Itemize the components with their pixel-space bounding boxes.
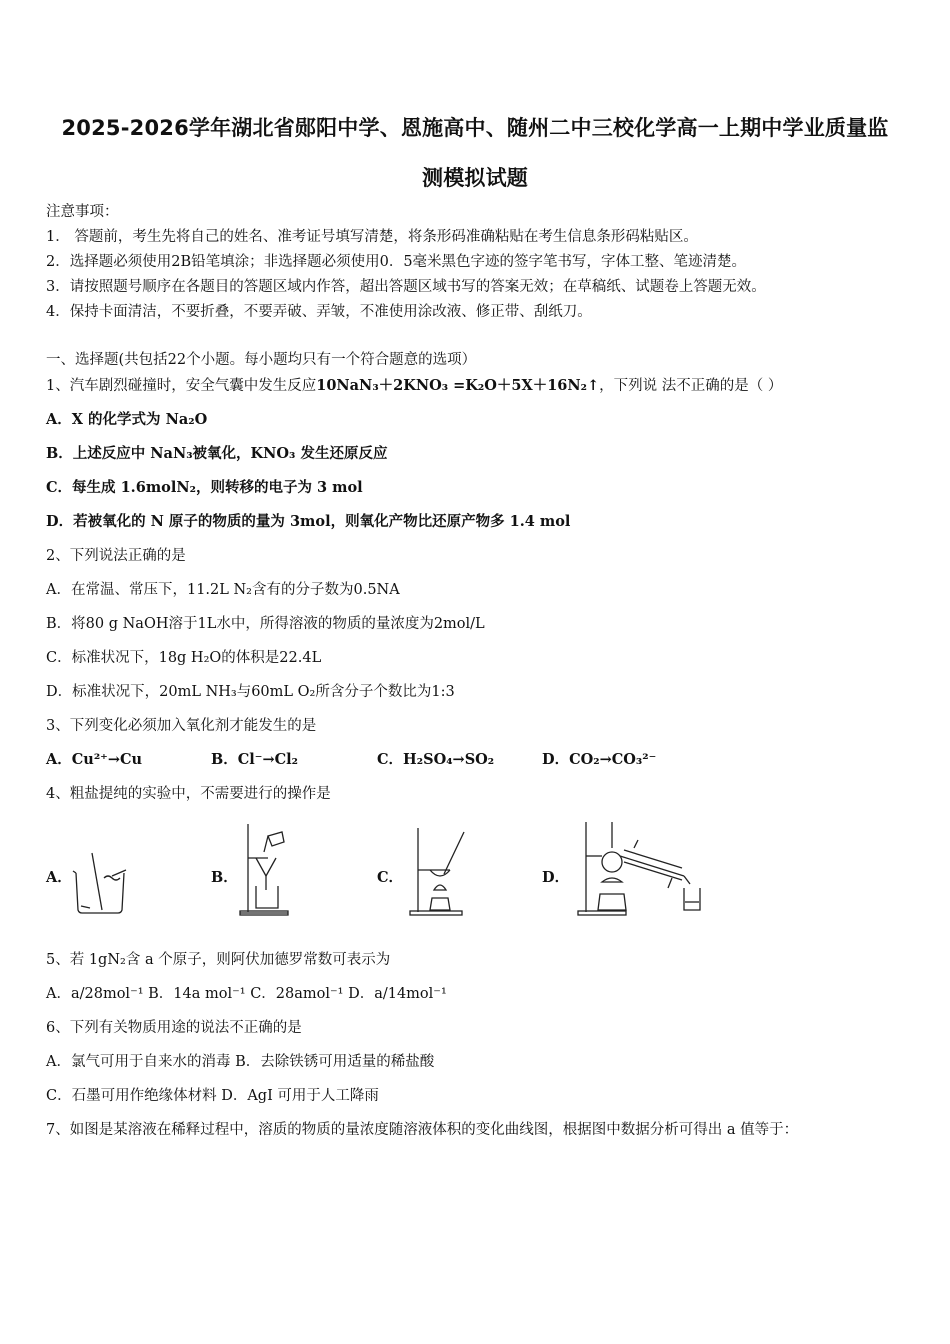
exam-title-line1: 2025-2026学年湖北省郧阳中学、恩施高中、随州二中三校化学高一上期中学业质量监: [61, 116, 889, 140]
distillation-apparatus-icon: [572, 818, 712, 918]
q1-equation: 10NaN₃＋2KNO₃ =K₂O＋5X＋16N₂↑: [316, 377, 600, 394]
q4-label-c: C．: [377, 869, 404, 886]
q4-stem: 4、粗盐提纯的实验中，不需要进行的操作是: [46, 786, 331, 802]
q3-option-a: A．Cu²⁺→Cu: [46, 751, 143, 768]
q3-stem: 3、下列变化必须加入氧化剂才能发生的是: [46, 718, 317, 734]
q5-stem: 5、若 1gN₂含 a 个原子，则阿伏加德罗常数可表示为: [46, 952, 391, 968]
q1-option-c: C．每生成 1.6molN₂，则转移的电子为 3 mol: [46, 479, 363, 496]
section-heading: 一、选择题(共包括22个小题。每小题均只有一个符合题意的选项）: [46, 352, 477, 368]
q2-option-c: C．标准状况下，18g H₂O的体积是22.4L: [46, 650, 322, 666]
q6-stem: 6、下列有关物质用途的说法不正确的是: [46, 1020, 302, 1036]
q3-option-b: B．Cl⁻→Cl₂: [211, 751, 299, 768]
q2-option-d: D．标准状况下，20mL NH₃与60mL O₂所含分子个数比为1:3: [46, 684, 455, 700]
q2-stem: 2、下列说法正确的是: [46, 548, 186, 564]
q4-label-b: B．: [211, 869, 238, 886]
q1-option-a: A．X 的化学式为 Na₂O: [46, 411, 208, 428]
notes-heading: 注意事项：: [46, 204, 119, 220]
q2-option-a: A．在常温、常压下，11.2L N₂含有的分子数为0.5NA: [46, 582, 400, 598]
q1-option-d: D．若被氧化的 N 原子的物质的量为 3mol，则氧化产物比还原产物多 1.4 mol: [46, 513, 571, 530]
q5-options: A．a/28mol⁻¹ B．14a mol⁻¹ C．28amol⁻¹ D．a/14mol⁻¹: [46, 986, 447, 1002]
exam-title-line2: 测模拟试题: [422, 166, 528, 190]
q2-option-b: B．将80 g NaOH溶于1L水中，所得溶液的物质的量浓度为2mol/L: [46, 616, 485, 632]
q1-stem: [46, 376, 782, 396]
q3-option-c: C．H₂SO₄→SO₂: [377, 751, 495, 768]
q1-stem-tail: ，下列说 法不正确的是（ ）: [599, 378, 783, 394]
q6-options-ab: A．氯气可用于自来水的消毒 B．去除铁锈可用适量的稀盐酸: [46, 1054, 435, 1070]
filtration-apparatus-icon: [238, 818, 298, 918]
q4-label-a: A．: [46, 869, 72, 886]
q4-label-d: D．: [542, 869, 570, 886]
note-item-2: 2．选择题必须使用2B铅笔填涂；非选择题必须使用0．5毫米黑色字迹的签字笔书写，字体工整、笔迹清楚。: [46, 254, 747, 270]
q6-options-cd: C．石墨可用作绝缘体材料 D．AgI 可用于人工降雨: [46, 1088, 379, 1104]
q1-stem-text: 1、汽车剧烈碰撞时，安全气囊中发生反应: [46, 378, 317, 394]
note-item-4: 4．保持卡面清洁，不要折叠，不要弄破、弄皱，不准使用涂改液、修正带、刮纸刀。: [46, 304, 592, 320]
q3-option-d: D．CO₂→CO₃²⁻: [542, 751, 657, 768]
note-item-1: 1． 答题前，考生先将自己的姓名、准考证号填写清楚，将条形码准确粘贴在考生信息条形码粘贴区。: [46, 229, 698, 245]
note-item-3: 3．请按照题号顺序在各题目的答题区域内作答，超出答题区域书写的答案无效；在草稿纸、试题卷上答题无效。: [46, 279, 766, 295]
q1-option-b: B．上述反应中 NaN₃被氧化，KNO₃ 发生还原反应: [46, 445, 388, 462]
evaporation-apparatus-icon: [404, 818, 474, 918]
beaker-stirring-icon: [68, 818, 134, 918]
q7-stem: 7、如图是某溶液在稀释过程中，溶质的物质的量浓度随溶液体积的变化曲线图，根据图中数据分析可得出 a 值等于：: [46, 1122, 799, 1138]
